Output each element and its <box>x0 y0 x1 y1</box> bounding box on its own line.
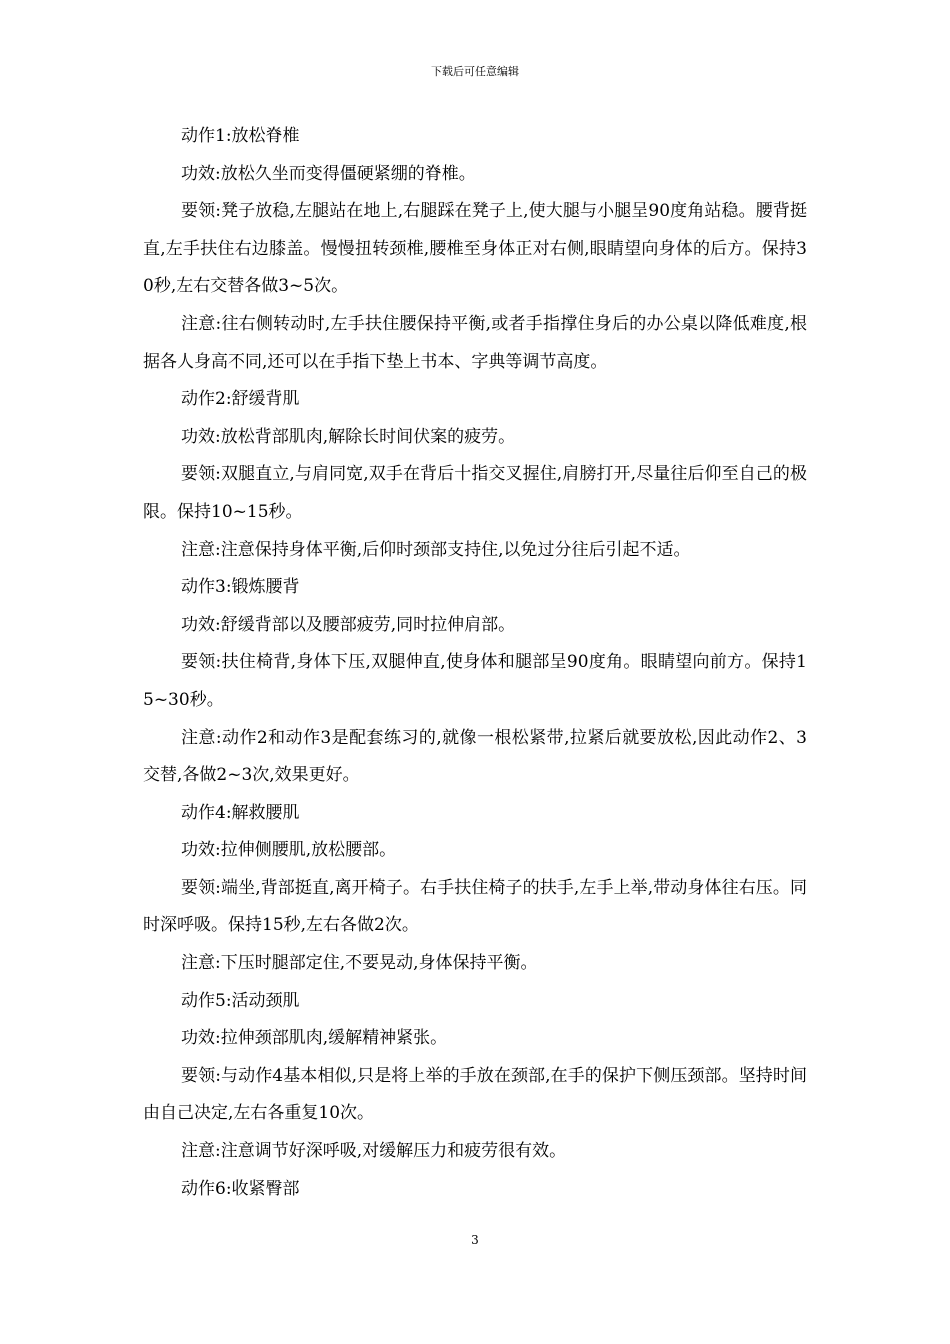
paragraph-method-4: 要领:端坐,背部挺直,离开椅子。右手扶住椅子的扶手,左手上举,带动身体往右压。同时深呼吸。保持15秒,左右各做2次。 <box>143 877 807 936</box>
paragraph-effect-3: 功效:舒缓背部以及腰部疲劳,同时拉伸肩部。 <box>181 614 516 635</box>
document-body <box>143 118 807 1208</box>
heading-action-2: 动作2:舒缓背肌 <box>181 389 300 410</box>
heading-action-5: 动作5:活动颈肌 <box>181 990 300 1011</box>
paragraph-effect-1: 功效:放松久坐而变得僵硬紧绷的脊椎。 <box>181 163 476 184</box>
heading-action-4: 动作4:解救腰肌 <box>181 802 300 823</box>
heading-action-6: 动作6:收紧臀部 <box>181 1178 300 1199</box>
paragraph-effect-5: 功效:拉伸颈部肌肉,缓解精神紧张。 <box>181 1028 448 1049</box>
paragraph-method-5: 要领:与动作4基本相似,只是将上举的手放在颈部,在手的保护下侧压颈部。坚持时间由自己决定,左右各重复10次。 <box>143 1065 807 1124</box>
heading-action-3: 动作3:锻炼腰背 <box>181 577 300 598</box>
paragraph-effect-4: 功效:拉伸侧腰肌,放松腰部。 <box>181 840 397 861</box>
paragraph-effect-2: 功效:放松背部肌肉,解除长时间伏案的疲劳。 <box>181 426 516 447</box>
heading-action-1: 动作1:放松脊椎 <box>181 126 300 146</box>
page-number: 3 <box>471 1233 479 1247</box>
paragraph-note-5: 注意:注意调节好深呼吸,对缓解压力和疲劳很有效。 <box>181 1141 567 1162</box>
paragraph-note-1: 注意:往右侧转动时,左手扶住腰保持平衡,或者手指撑住身后的办公桌以降低难度,根据各人身高不同,还可以在手指下垫上书本、字典等调节高度。 <box>143 313 807 372</box>
page-header: 下载后可任意编辑 <box>431 65 519 78</box>
paragraph-note-3: 注意:动作2和动作3是配套练习的,就像一根松紧带,拉紧后就要放松,因此动作2、3交替,各做2~3次,效果更好。 <box>143 727 807 786</box>
paragraph-method-3: 要领:扶住椅背,身体下压,双腿伸直,使身体和腿部呈90度角。眼睛望向前方。保持15~30秒。 <box>143 652 807 710</box>
paragraph-method-2: 要领:双腿直立,与肩同宽,双手在背后十指交叉握住,肩膀打开,尽量往后仰至自己的极限。保持10~15秒。 <box>143 464 807 522</box>
paragraph-note-4: 注意:下压时腿部定住,不要晃动,身体保持平衡。 <box>181 953 538 974</box>
paragraph-method-1: 要领:凳子放稳,左腿站在地上,右腿踩在凳子上,使大腿与小腿呈90度角站稳。腰背挺直,左手扶住右边膝盖。慢慢扭转颈椎,腰椎至身体正对右侧,眼睛望向身体的后方。保持30秒,左右交替各做3~5次。 <box>143 201 807 297</box>
paragraph-note-2: 注意:注意保持身体平衡,后仰时颈部支持住,以免过分往后引起不适。 <box>181 539 691 560</box>
